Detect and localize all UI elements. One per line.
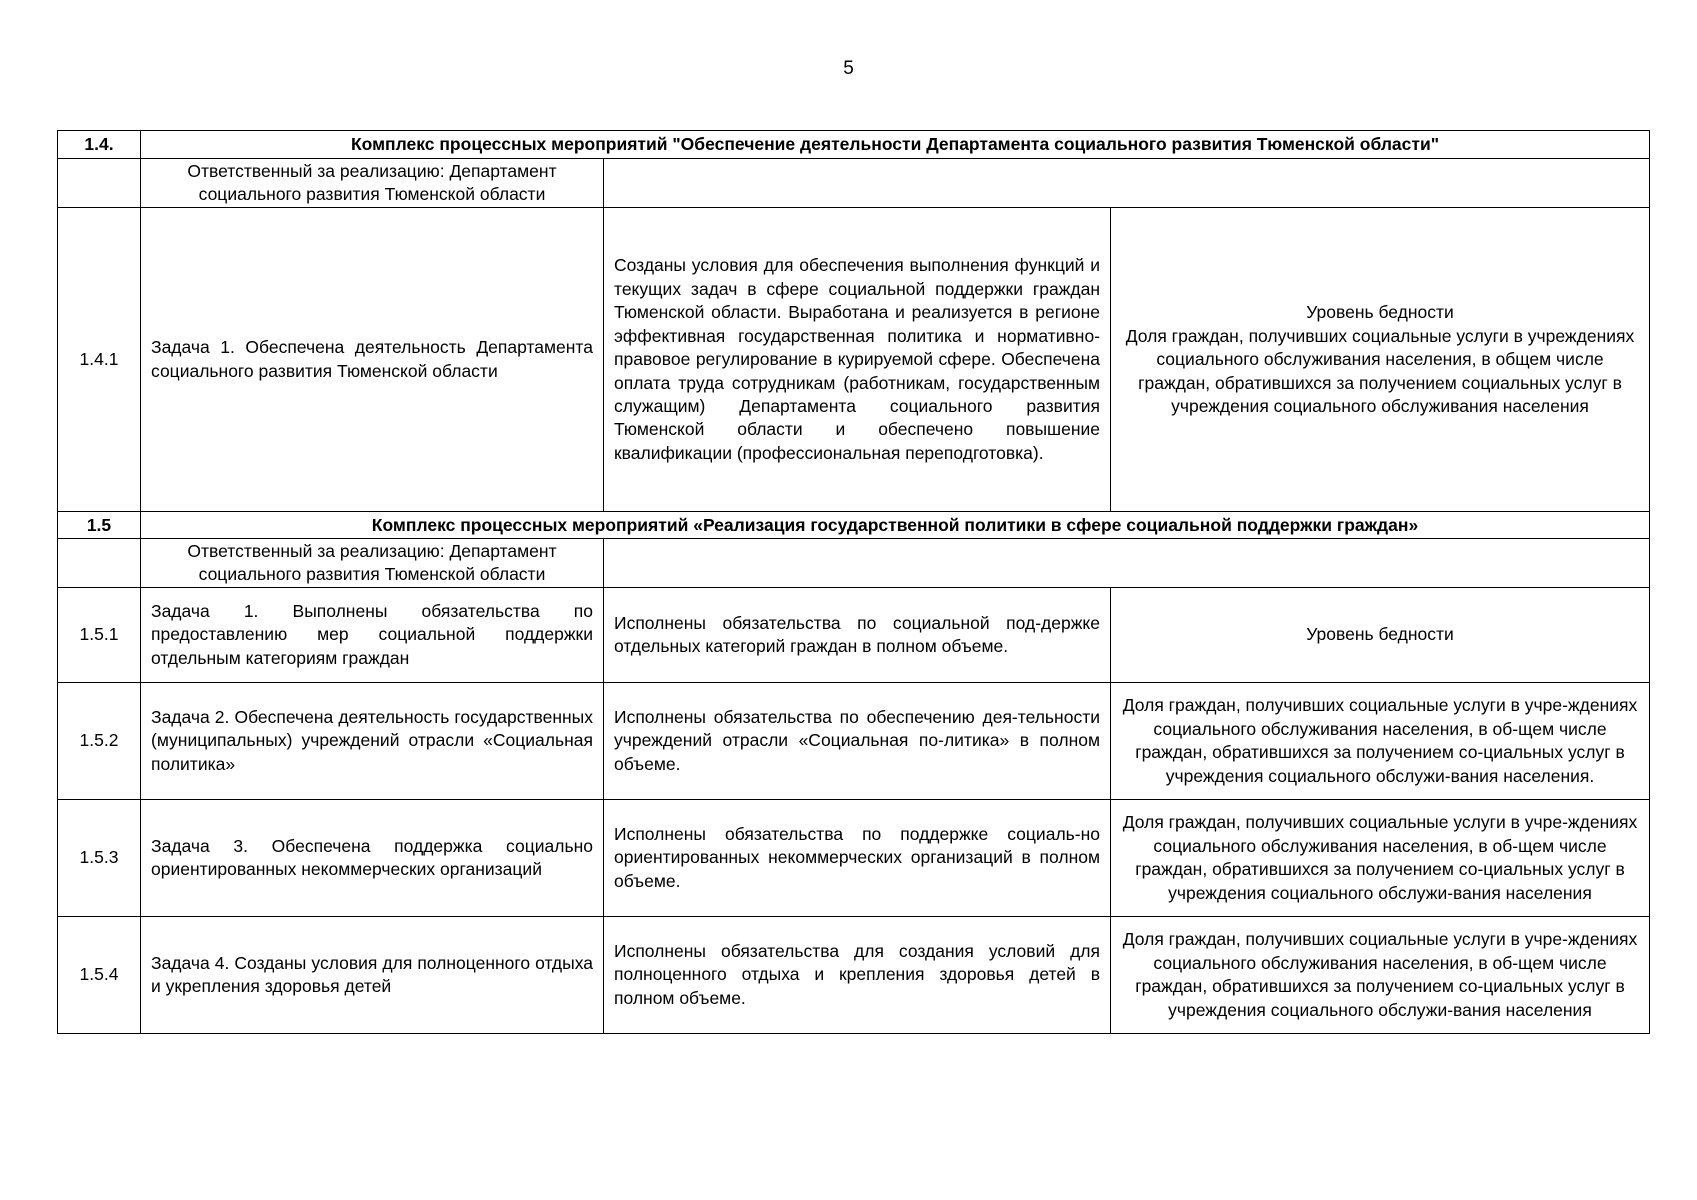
empty-cell xyxy=(58,159,141,208)
table-row xyxy=(58,587,1650,682)
result-cell: Исполнены обязательства по обеспечению дея-тельности учреждений отрасли «Социальная по-литика» в полном объеме. xyxy=(604,682,1111,799)
section-title: Комплекс процессных мероприятий "Обеспечение деятельности Департамента социального развития Тюменской области" xyxy=(141,131,1650,159)
result-cell: Исполнены обязательства для создания условий для полноценного отдыха и крепления здоровья детей в полном объеме. xyxy=(604,916,1111,1033)
indicator-cell: Уровень бедности xyxy=(1111,587,1650,682)
indicator-cell xyxy=(1111,207,1650,511)
task-cell: Задача 3. Обеспечена поддержка социально ориентированных некоммерческих организаций xyxy=(141,799,604,916)
row-number: 1.5.1 xyxy=(58,587,141,682)
section-header-row xyxy=(58,511,1650,538)
section-title: Комплекс процессных мероприятий «Реализация государственной политики в сфере социальной поддержки граждан» xyxy=(141,511,1650,538)
responsible-text: Ответственный за реализацию: Департамент социального развития Тюменской области xyxy=(141,538,604,587)
indicator-cell: Доля граждан, получивших социальные услуги в учре-ждениях социального обслуживания населения, в об-щем числе граждан, обратившихся за получением со-циальных услуг в учреждения социального обслужи-вания населения xyxy=(1111,916,1650,1033)
responsible-row xyxy=(58,159,1650,208)
task-cell: Задача 4. Созданы условия для полноценного отдыха и укрепления здоровья детей xyxy=(141,916,604,1033)
responsible-row xyxy=(58,538,1650,587)
section-number: 1.5 xyxy=(58,511,141,538)
row-number: 1.5.2 xyxy=(58,682,141,799)
result-cell: Созданы условия для обеспечения выполнения функций и текущих задач в сфере социальной поддержки граждан Тюменской области. Выработана и реализуется в регионе эффективная государственная политика и нормативно-правовое регулирование в курируемой сфере. Обеспечена оплата труда сотрудникам (работникам, государственным служащим) Департамента социального развития Тюменской области и обеспечено повышение квалификации (профессиональная переподготовка). xyxy=(604,207,1111,511)
row-number: 1.5.3 xyxy=(58,799,141,916)
empty-cell xyxy=(58,538,141,587)
task-cell: Задача 1. Выполнены обязательства по предоставлению мер социальной поддержки отдельным категориям граждан xyxy=(141,587,604,682)
task-cell: Задача 1. Обеспечена деятельность Департамента социального развития Тюменской области xyxy=(141,207,604,511)
table-row xyxy=(58,799,1650,916)
table-row xyxy=(58,207,1650,511)
row-number: 1.5.4 xyxy=(58,916,141,1033)
responsible-text: Ответственный за реализацию: Департамент социального развития Тюменской области xyxy=(141,159,604,208)
empty-cell xyxy=(604,159,1650,208)
table-row xyxy=(58,682,1650,799)
page-number: 5 xyxy=(843,58,854,79)
indicator-text: Уровень бедности xyxy=(1306,302,1454,323)
task-cell: Задача 2. Обеспечена деятельность государственных (муниципальных) учреждений отрасли «Социальная политика» xyxy=(141,682,604,799)
result-cell: Исполнены обязательства по социальной под-держке отдельных категорий граждан в полном объеме. xyxy=(604,587,1111,682)
indicator-cell: Доля граждан, получивших социальные услуги в учре-ждениях социального обслуживания населения, в об-щем числе граждан, обратившихся за получением со-циальных услуг в учреждения социального обслужи-вания населения. xyxy=(1111,682,1650,799)
result-cell: Исполнены обязательства по поддержке социаль-но ориентированных некоммерческих организаций в полном объеме. xyxy=(604,799,1111,916)
indicator-cell: Доля граждан, получивших социальные услуги в учре-ждениях социального обслуживания населения, в об-щем числе граждан, обратившихся за получением со-циальных услуг в учреждения социального обслужи-вания населения xyxy=(1111,799,1650,916)
indicator-text: Доля граждан, получивших социальные услуги в учреждениях социального обслуживания населения, в общем числе граждан, обратившихся за получением социальных услуг в учреждения социального обслуживания населения xyxy=(1125,325,1635,416)
empty-cell xyxy=(604,538,1650,587)
section-number: 1.4. xyxy=(58,131,141,159)
section-header-row xyxy=(58,131,1650,159)
measures-table xyxy=(57,130,1650,1034)
row-number: 1.4.1 xyxy=(58,207,141,511)
table-row xyxy=(58,916,1650,1033)
